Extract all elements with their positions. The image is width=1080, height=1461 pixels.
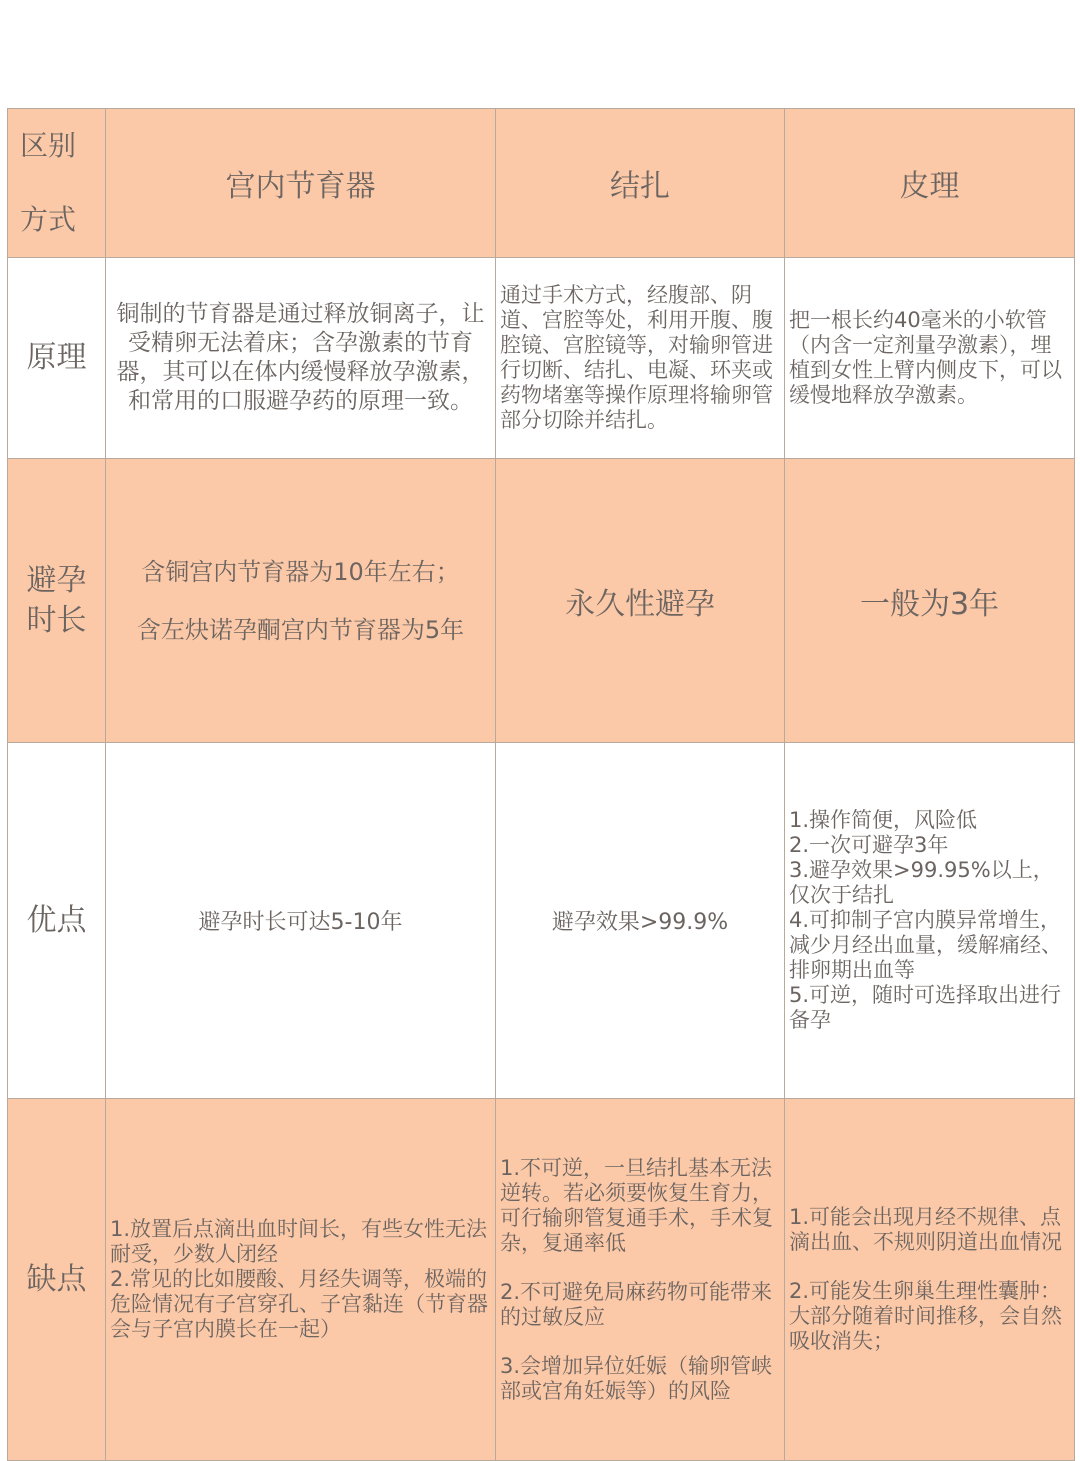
pros-iud: 避孕时长可达5-10年 bbox=[106, 743, 496, 1099]
corner-label-top: 区别 bbox=[20, 129, 77, 162]
cons-implant-item-2: 2.可能发生卵巢生理性囊肿：大部分随着时间推移，会自然吸收消失； bbox=[789, 1279, 1062, 1353]
duration-iud-copper: 含铜宫内节育器为10年左右； bbox=[141, 557, 460, 586]
principle-row bbox=[8, 258, 1075, 459]
duration-row bbox=[8, 459, 1075, 743]
pros-row bbox=[8, 743, 1075, 1099]
duration-label-line1: 避孕 bbox=[26, 562, 87, 598]
duration-iud-levonorgestrel: 含左炔诺孕酮宫内节育器为5年 bbox=[136, 615, 465, 644]
cons-ligation-item-1: 1.不可逆，一旦结扎基本无法逆转。若必须要恢复生育力，可行输卵管复通手术，手术复杂，复通率低 bbox=[500, 1155, 773, 1255]
pros-ligation: 避孕效果>99.9% bbox=[496, 743, 785, 1099]
cons-implant bbox=[785, 1099, 1075, 1461]
duration-ligation: 永久性避孕 bbox=[496, 459, 785, 743]
pros-implant: 1.操作简便，风险低 2.一次可避孕3年 3.避孕效果>99.95%以上，仅次于结扎 4.可抑制子宫内膜异常增生，减少月经出血量，缓解痛经、排卵期出血等 5.可逆，随时可选择取出进行备孕 bbox=[785, 743, 1075, 1099]
duration-label-line2: 时长 bbox=[26, 602, 87, 638]
corner-header bbox=[8, 109, 106, 258]
row-label-cons: 缺点 bbox=[8, 1099, 106, 1461]
row-label-principle: 原理 bbox=[8, 258, 106, 459]
header-implant: 皮理 bbox=[785, 109, 1075, 258]
row-label-duration bbox=[8, 459, 106, 743]
header-row bbox=[8, 109, 1075, 258]
cons-ligation-item-2: 2.不可避免局麻药物可能带来的过敏反应 bbox=[500, 1279, 773, 1329]
duration-implant: 一般为3年 bbox=[785, 459, 1075, 743]
cons-row bbox=[8, 1099, 1075, 1461]
cons-iud: 1.放置后点滴出血时间长，有些女性无法耐受，少数人闭经 2.常见的比如腰酸、月经失调等，极端的危险情况有子宫穿孔、子宫黏连（节育器会与子宫内膜长在一起） bbox=[106, 1099, 496, 1461]
header-iud: 宫内节育器 bbox=[106, 109, 496, 258]
cons-ligation-item-3: 3.会增加异位妊娠（输卵管峡部或宫角妊娠等）的风险 bbox=[500, 1353, 773, 1403]
corner-label-bottom: 方式 bbox=[20, 203, 77, 236]
principle-implant: 把一根长约40毫米的小软管（内含一定剂量孕激素），埋植到女性上臂内侧皮下，可以缓慢地释放孕激素。 bbox=[785, 258, 1075, 459]
comparison-table bbox=[7, 108, 1075, 1461]
cons-implant-item-1: 1.可能会出现月经不规律、点滴出血、不规则阴道出血情况 bbox=[789, 1205, 1062, 1254]
cons-ligation bbox=[496, 1099, 785, 1461]
row-label-pros: 优点 bbox=[8, 743, 106, 1099]
header-ligation: 结扎 bbox=[496, 109, 785, 258]
duration-iud bbox=[106, 459, 496, 743]
principle-iud: 铜制的节育器是通过释放铜离子，让受精卵无法着床；含孕激素的节育器，其可以在体内缓慢释放孕激素，和常用的口服避孕药的原理一致。 bbox=[106, 258, 496, 459]
principle-ligation: 通过手术方式，经腹部、阴道、宫腔等处，利用开腹、腹腔镜、宫腔镜等，对输卵管进行切断、结扎、电凝、环夹或药物堵塞等操作原理将输卵管部分切除并结扎。 bbox=[496, 258, 785, 459]
